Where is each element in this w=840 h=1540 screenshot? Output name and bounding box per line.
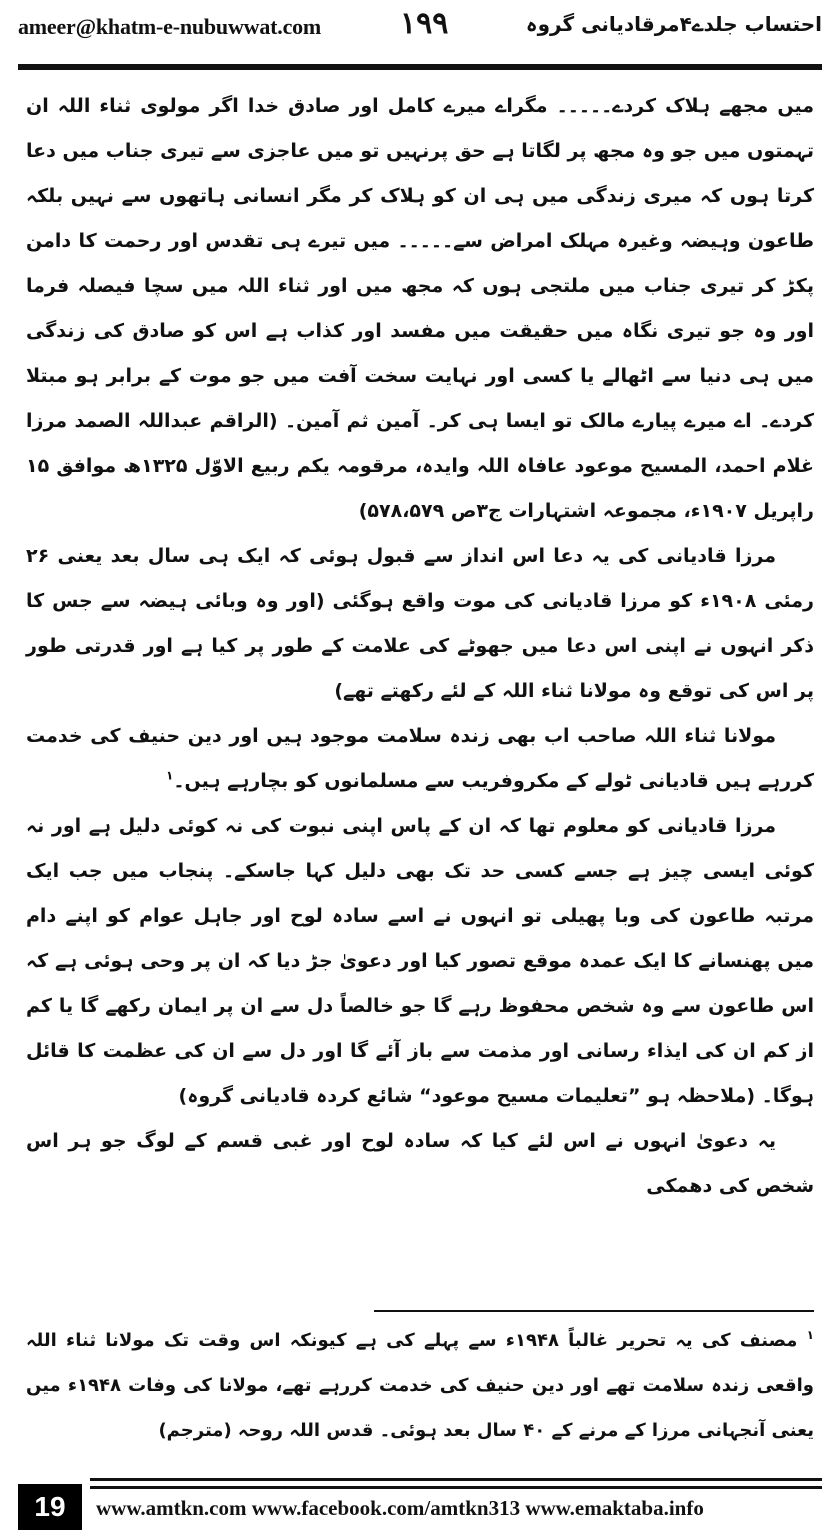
footer-rule-bottom <box>90 1486 822 1489</box>
page-footer <box>0 1478 840 1540</box>
paragraph <box>26 714 814 804</box>
main-text <box>26 84 814 1209</box>
paragraph: یہ دعویٰ انہوں نے اس لئے کیا کہ سادہ لوح اور غبی قسم کے لوگ جو ہر اس شخص کی دھمکی <box>26 1130 814 1197</box>
header-page-number: ۱۹۹ <box>400 7 449 40</box>
footer-rule-top <box>90 1478 822 1481</box>
footnote-divider <box>374 1310 814 1312</box>
header-title: احتساب جلدے۴مرقادیانی گروہ <box>525 12 822 36</box>
page-header <box>0 0 840 70</box>
footnote-text <box>26 1318 814 1453</box>
header-email: ameer@khatm-e-nubuwwat.com <box>18 14 322 39</box>
footnote-marker: ۱ <box>806 1328 814 1342</box>
paragraph: مرزا قادیانی کی یہ دعا اس انداز سے قبول ہوئی کہ ایک ہی سال بعد یعنی ۲۶ رمئی ۱۹۰۸ء کو مرزا قادیانی کی موت واقع ہوگئی (اور وہ وبائی ہیضہ سے جس کا ذکر انہوں نے اپنی اس دعا میں جھوٹے کی علامت کے طور پر کیا ہے اور قدرتی طور پر اس کی توقع وہ مولانا ثناء اللہ کے لئے رکھتے تھے) <box>26 545 814 702</box>
footnote <box>26 1318 814 1453</box>
footer-page-number: 19 <box>18 1484 82 1530</box>
footnote-body: مصنف کی یہ تحریر غالباً ۱۹۴۸ء سے پہلے کی ہے کیونکہ اس وقت تک مولانا ثناء اللہ واقعی زندہ سلامت تھے اور دین حنیف کی خدمت کررہے تھے، مولانا کی وفات ۱۹۴۸ء میں یعنی آنجہانی مرزا کے مرنے کے ۴۰ سال بعد ہوئی۔ قدس اللہ روحہ (مترجم) <box>26 1330 814 1441</box>
footer-links[interactable]: www.amtkn.com www.facebook.com/amtkn313 www.emaktaba.info <box>96 1496 704 1520</box>
footnote-reference[interactable]: ۱ <box>166 768 174 783</box>
paragraph: مرزا قادیانی کو معلوم تھا کہ ان کے پاس اپنی نبوت کی نہ کوئی دلیل ہے اور نہ کوئی ایسی چیز ہے جسے کسی حد تک بھی دلیل کہا جاسکے۔ پنجاب میں جب ایک مرتبہ طاعون کی وبا پھیلی تو انہوں نے اسے سادہ لوح اور جاہل عوام کو اپنے دام میں پھنسانے کا ایک عمدہ موقع تصور کیا اور دعویٰ جڑ دیا کہ ان پر وحی ہوئی ہے کہ اس طاعون سے وہ شخص محفوظ رہے گا جو خالصاً دل سے ان پر ایمان رکھے گا یا کم از کم ان کی ایذاء رسانی اور مذمت سے باز آئے گا اور دل سے ان کی عظمت کا قائل ہوگا۔ (ملاحظہ ہو ”تعلیمات مسیح موعود“ شائع کردہ قادیانی گروہ) <box>26 815 814 1107</box>
paragraph: میں مجھے ہلاک کردے۔۔۔۔۔ مگراے میرے کامل اور صادق خدا اگر مولوی ثناء اللہ ان تہمتوں میں جو وہ مجھ پر لگاتا ہے حق پرنہیں تو میں عاجزی سے تیری جناب میں دعا کرتا ہوں کہ میری زندگی میں ہی ان کو ہلاک کر مگر انسانی ہاتھوں سے نہیں بلکہ طاعون وہیضہ وغیرہ مہلک امراض سے۔۔۔۔۔ میں تیرے ہی تقدس اور رحمت کا دامن پکڑ کر تیری جناب میں ملتجی ہوں کہ مجھ میں اور ثناء اللہ میں سچا فیصلہ فرما اور وہ جو تیری نگاہ میں حقیقت میں مفسد اور کذاب ہے اس کو صادق کی زندگی میں ہی دنیا سے اٹھالے یا کسی اور نہایت سخت آفت میں جو موت کے برابر ہو مبتلا کردے۔ اے میرے پیارے مالک تو ایسا ہی کر۔ آمین ثم آمین۔ (الراقم عبداللہ الصمد مرزا غلام احمد، المسیح موعود عافاہ اللہ وایدہ، مرقومہ یکم ربیع الاوّل ۱۳۲۵ھ موافق ۱۵ راپریل ۱۹۰۷ء، مجموعہ اشتہارات ج۳ص ۵۷۸،۵۷۹) <box>26 95 814 522</box>
header-divider <box>18 64 822 70</box>
paragraph-text: مولانا ثناء اللہ صاحب اب بھی زندہ سلامت موجود ہیں اور دین حنیف کی خدمت کررہے ہیں قادیانی ٹولے کے مکروفریب سے مسلمانوں کو بچارہے ہیں۔ <box>26 725 814 792</box>
